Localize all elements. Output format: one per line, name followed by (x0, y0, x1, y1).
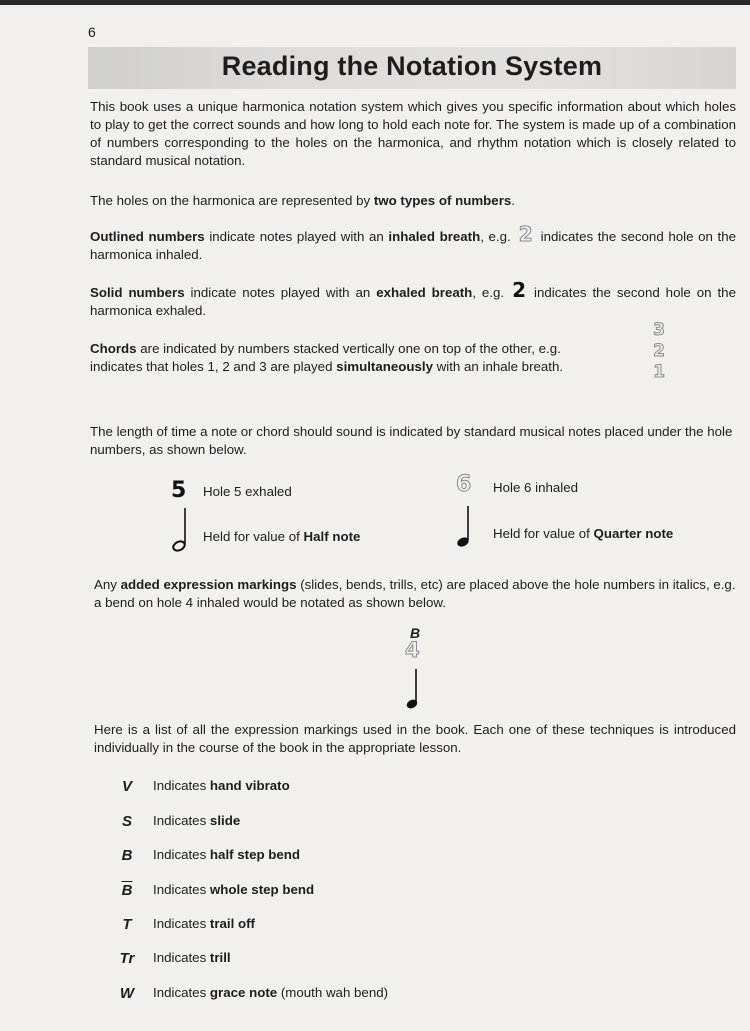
chord-number: 3 (653, 320, 665, 340)
marking-symbol: T (122, 916, 132, 933)
half-note-value: Held for value of Half note (203, 529, 361, 544)
marking-symbol: $\overline{B}$ (121, 882, 133, 899)
scan-top-edge (0, 0, 750, 5)
holes-paragraph: The holes on the harmonica are represented by two types of numbers. (90, 193, 515, 208)
expression-intro-paragraph: Any added expression markings (slides, bends, trills, etc) are placed above the hole numbers in italics, e.g. a bend on hole 4 inhaled would be notated as shown below. (94, 577, 736, 610)
outlined-numbers-paragraph: Outlined numbers indicate notes played with an inhaled breath, e.g. 2 indicates the second hole on the harmonica inhaled. (90, 222, 736, 263)
hole-6-inhaled-number: 6 (456, 472, 472, 497)
chords-paragraph: Chords are indicated by numbers stacked vertically one on top of the other, e.g. indicates that holes 1, 2 and 3 are played simultaneously with an inhale breath. (90, 341, 564, 374)
marking-symbol: Tr (119, 950, 135, 967)
quarter-note-value: Held for value of Quarter note (493, 526, 674, 541)
intro-paragraph: This book uses a unique harmonica notation system which gives you specific information about which holes to play to get the correct sounds and how long to hold each note for. The system is made up of a combination of numbers corresponding to the holes on the harmonica, and rhythm notation which is closely related to standard musical notation. (90, 99, 736, 168)
solid-numbers-paragraph: Solid numbers indicate notes played with an exhaled breath, e.g. 2 indicates the second hole on the harmonica exhaled. (90, 278, 736, 319)
marking-symbol: W (119, 985, 135, 1002)
hole-6-label: Hole 6 inhaled (493, 480, 579, 495)
solid-number-example: 2 (512, 278, 527, 303)
hole-5-exhaled-number: 5 (171, 478, 187, 503)
hole-5-label: Hole 5 exhaled (203, 484, 292, 499)
chord-number: 1 (653, 362, 665, 382)
marking-symbol: S (121, 813, 132, 830)
half-note-icon (168, 506, 192, 554)
quarter-note-icon (403, 666, 423, 714)
marking-symbol: B (121, 847, 133, 864)
chord-number: 2 (653, 341, 665, 361)
bend-hole-number: 4 (405, 638, 420, 662)
page-title: Reading the Notation System (221, 51, 603, 81)
page-number: 6 (88, 24, 96, 40)
list-intro-paragraph: Here is a list of all the expression markings used in the book. Each one of these techniques is introduced individually in the course of the book in the appropriate lesson. (94, 722, 736, 755)
length-paragraph: The length of time a note or chord should sound is indicated by standard musical notes placed under the hole numbers, as shown below. (90, 424, 733, 457)
marking-symbol: V (121, 778, 132, 795)
quarter-note-icon (452, 504, 476, 552)
outlined-number-example: 2 (518, 222, 533, 247)
bend-marking: B (410, 625, 421, 641)
chord-stack (648, 320, 670, 383)
